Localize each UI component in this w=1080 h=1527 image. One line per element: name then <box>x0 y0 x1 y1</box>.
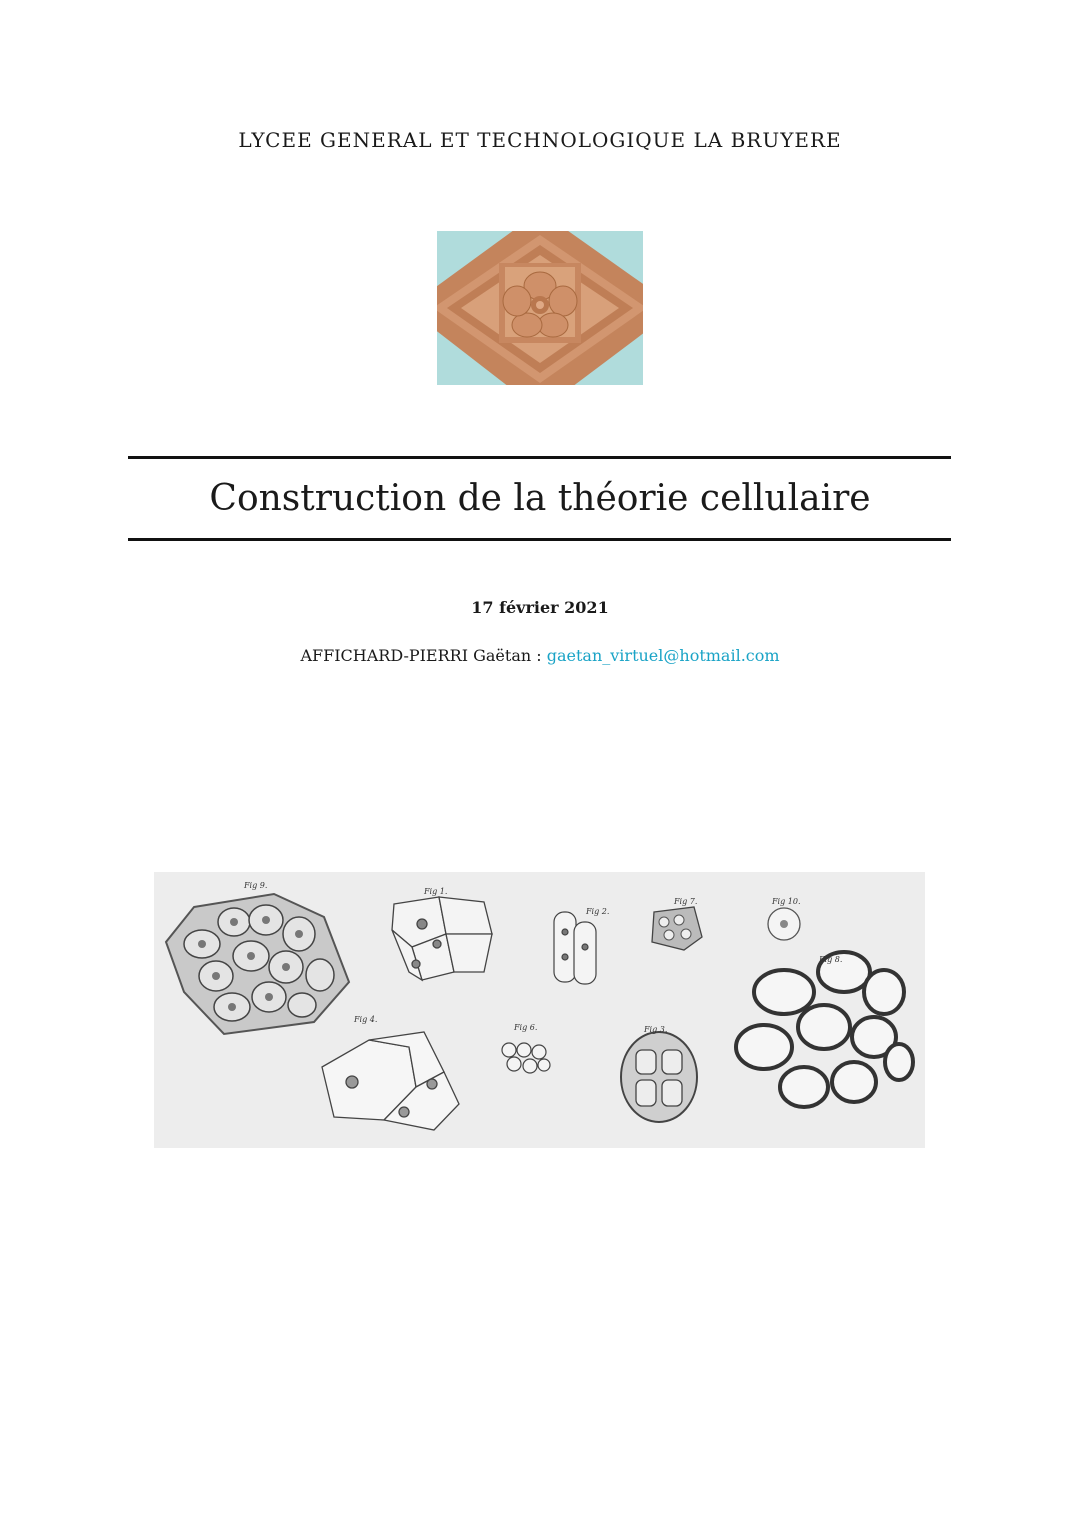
author-separator: : <box>531 646 547 665</box>
fig-label: Fig 9. <box>244 881 268 890</box>
fig-1-drawing <box>392 897 492 980</box>
document-date: 17 février 2021 <box>471 598 609 617</box>
fig-label: Fig 10. <box>772 897 801 906</box>
fig-label: Fig 1. <box>424 887 448 896</box>
author-line <box>0 646 1080 665</box>
document-title: Construction de la théorie cellulaire <box>209 478 871 519</box>
author-email-link[interactable]: gaetan_virtuel@hotmail.com <box>546 646 780 665</box>
title-bottom-rule <box>128 538 951 541</box>
cell-illustration-image <box>154 872 925 1148</box>
fig-label: Fig 7. <box>674 897 698 906</box>
fig-10-drawing <box>768 908 800 940</box>
fig-label: Fig 4. <box>354 1015 378 1024</box>
author-name: AFFICHARD-PIERRI Gaëtan <box>300 646 532 665</box>
fig-label: Fig 3. <box>644 1025 668 1034</box>
fig-3-drawing <box>621 1032 697 1122</box>
school-logo-image <box>437 231 643 385</box>
fig-label: Fig 6. <box>514 1023 538 1032</box>
title-top-rule <box>128 456 951 459</box>
fig-label: Fig 8. <box>819 955 843 964</box>
fig-2-drawing <box>554 912 596 984</box>
school-name: LYCEE GENERAL ET TECHNOLOGIQUE LA BRUYERE <box>238 128 842 152</box>
fig-label: Fig 2. <box>586 907 610 916</box>
